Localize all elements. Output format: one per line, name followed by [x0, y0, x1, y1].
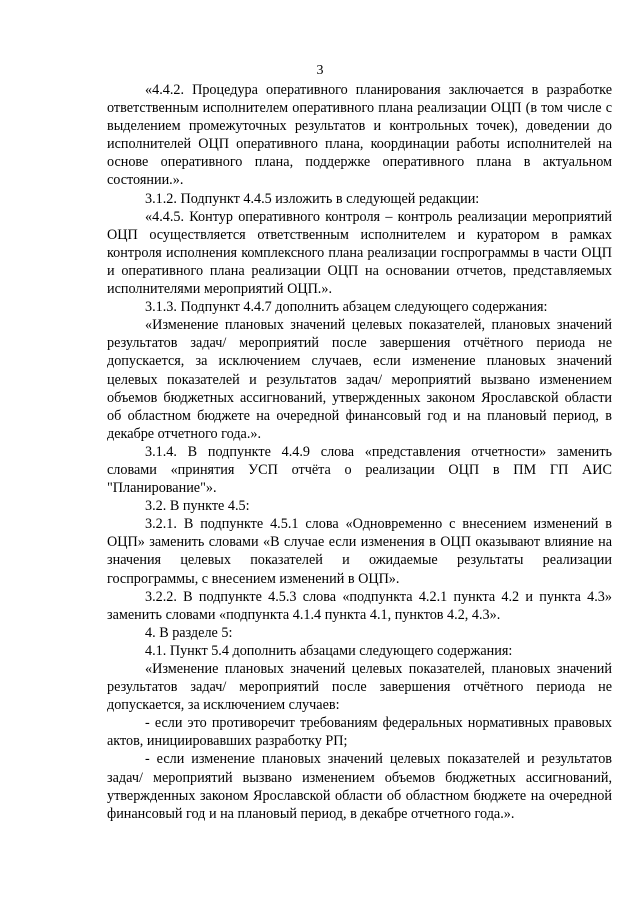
paragraph-3-1-4: 3.1.4. В подпункте 4.4.9 слова «представления отчетности» заменить словами «принятия УСП отчёта о реализации ОЦП в ПМ ГП АИС "Планирование"».: [107, 443, 612, 497]
paragraph-exception-2: - если изменение плановых значений целевых показателей и результатов задач/ мероприятий вызвано изменением объемов бюджетных ассигнований, утвержденных законом Ярославской области об областном бюджете на очередной финансовый год и на плановый период, в декабре отчетного года.».: [107, 751, 612, 822]
paragraph-4-1: 4.1. Пункт 5.4 дополнить абзацами следующего содержания:: [145, 642, 513, 659]
paragraph-3-1-3: 3.1.3. Подпункт 4.4.7 дополнить абзацем следующего содержания:: [145, 299, 548, 316]
document-body: [107, 81, 612, 823]
paragraph-4: 4. В разделе 5:: [145, 624, 233, 641]
paragraph-3-2-1: 3.2.1. В подпункте 4.5.1 слова «Одновременно с внесением изменений в ОЦП» заменить словами «В случае если изменения в ОЦП оказывают влияние на значения целевых показателей и ожидаемые результаты реализации госпрограммы, с внесением изменений в ОЦП».: [107, 516, 612, 587]
paragraph-4-4-7-addition: «Изменение плановых значений целевых показателей, плановых значений результатов задач/ мероприятий после завершения отчётного периода не допускается, за исключением случаев, если изменение плановых значений целевых показателей и результатов задач/ мероприятий вызвано изменением объемов бюджетных ассигнований, утвержденных законом Ярославской области об областном бюджете на очередной финансовый год и на плановый период, в декабре отчетного года.».: [107, 317, 612, 442]
paragraph-4-4-5-quote: «4.4.5. Контур оперативного контроля – контроль реализации мероприятий ОЦП осуществляется ответственным исполнителем и куратором в рамках контроля исполнения комплексного плана реализации госпрограммы в части ОЦП и оперативного плана реализации ОЦП на основании отчетов, представляемых исполнителями мероприятий ОЦП.».: [107, 208, 612, 298]
paragraph-exception-1: - если это противоречит требованиям федеральных нормативных правовых актов, инициировавших разработку РП;: [107, 715, 612, 750]
paragraph-5-4-addition: «Изменение плановых значений целевых показателей, плановых значений результатов задач/ мероприятий после завершения отчётного периода не допускается, за исключением случаев:: [107, 661, 612, 714]
paragraph-3-2-2: 3.2.2. В подпункте 4.5.3 слова «подпункта 4.2.1 пункта 4.2 и пункта 4.3» заменить словами «подпункта 4.1.4 пункта 4.1, пунктов 4.2, 4.3».: [107, 588, 612, 623]
paragraph-4-4-2-quote: «4.4.2. Процедура оперативного планирования заключается в разработке ответственным исполнителем оперативного плана реализации ОЦП (в том числе с выделением промежуточных результатов и контрольных точек), доведении до исполнителей ОЦП оперативного плана, координации работы исполнителей на основе оперативного плана, поддержке оперативного плана в актуальном состоянии.».: [107, 82, 612, 189]
paragraph-3-2: 3.2. В пункте 4.5:: [145, 498, 250, 515]
page-number: 3: [316, 63, 324, 78]
paragraph-3-1-2: 3.1.2. Подпункт 4.4.5 изложить в следующей редакции:: [145, 190, 480, 207]
